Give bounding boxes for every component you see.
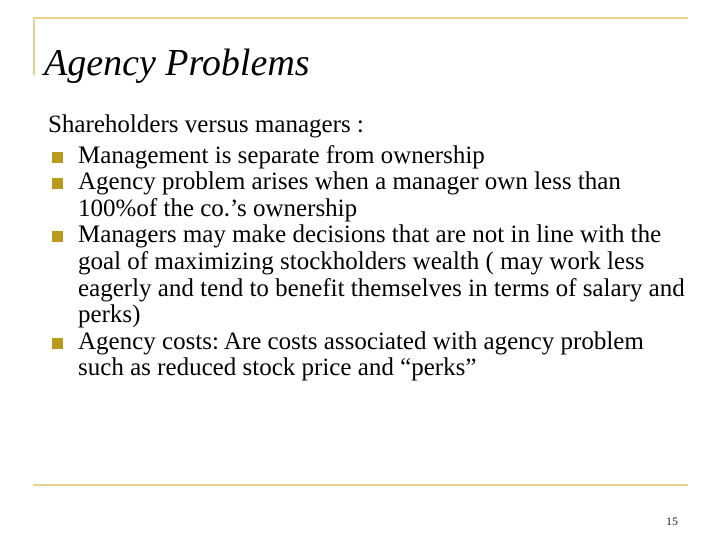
intro-text: Shareholders versus managers : — [48, 111, 364, 138]
page-number: 15 — [666, 514, 678, 528]
bullet-list — [48, 143, 688, 382]
list-item — [48, 222, 688, 328]
slide-title: Agency Problems — [44, 42, 310, 84]
square-bullet-icon — [52, 231, 63, 242]
bullet-text: Agency costs: Are costs associated with agency problem such as reduced stock price and “perks” — [78, 327, 644, 382]
bullet-text: Managers may make decisions that are not in line with the goal of maximizing stockholders wealth ( may work less eagerly and tend to benefit themselves in terms of salary and perks) — [78, 221, 685, 329]
square-bullet-icon — [52, 338, 63, 349]
list-item — [48, 143, 688, 170]
bullet-text: Management is separate from ownership — [78, 141, 485, 169]
bottom-rule — [33, 484, 688, 486]
bullet-text: Agency problem arises when a manager own less than 100%of the co.’s ownership — [78, 168, 621, 222]
list-item — [48, 329, 688, 382]
square-bullet-icon — [52, 178, 63, 189]
left-rule — [33, 17, 35, 75]
list-item — [48, 169, 688, 222]
top-rule — [33, 17, 688, 19]
square-bullet-icon — [52, 152, 63, 163]
slide-body — [48, 112, 688, 382]
